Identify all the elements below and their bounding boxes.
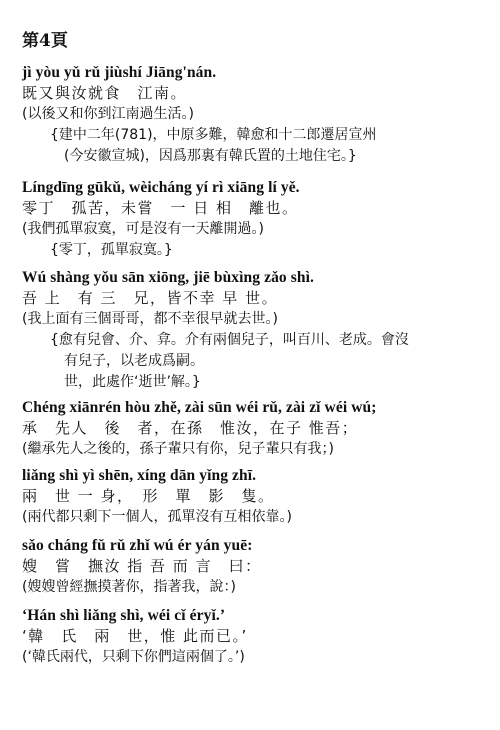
annotation-line: 世，此處作‘逝世’解。} (64, 374, 201, 390)
verse-block (22, 535, 490, 598)
verse-block (22, 397, 490, 460)
verse-block (22, 177, 490, 261)
page-label: 第4頁 (22, 31, 68, 51)
annotation-note (22, 330, 490, 393)
verse-block (22, 267, 490, 393)
chinese-line: 嫂 嘗 撫汝 指 吾 而 言 曰： (22, 557, 262, 575)
translation-line: (以後又和你到江南過生活。) (22, 106, 194, 122)
chinese-line: 吾 上 有 三 兄，皆不幸 早 世。 (22, 289, 279, 307)
translation-line: (‘韓氏兩代，只剩下你們這兩個了。’) (22, 649, 245, 665)
verse-block (22, 62, 490, 167)
translation-line: (嫂嫂曾經撫摸著你，指著我，說：) (22, 579, 236, 595)
translation-line: (我上面有三個哥哥，都不幸很早就去世。) (22, 311, 278, 327)
chinese-line: 兩 世 一 身， 形 單 影 隻。 (22, 487, 275, 505)
verse-block (22, 605, 490, 668)
annotation-line: {建中二年(781)，中原多難，韓愈和十二郎遷居宣州 (50, 127, 377, 143)
annotation-note (22, 240, 490, 261)
pinyin-line: sǎo cháng fǔ rǔ zhǐ wú ér yán yuē: (22, 537, 253, 554)
annotation-note (22, 125, 490, 167)
pinyin-line: ‘Hán shì liǎng shì, wéi cǐ éryǐ.’ (22, 607, 226, 624)
chinese-line: 零丁 孤苦，未嘗 一 日 相 離也。 (22, 199, 299, 217)
annotation-line: {零丁，孤單寂寞。} (50, 242, 173, 258)
annotation-line: 有兒子，以老成爲嗣。 (64, 353, 204, 369)
translation-line: (兩代都只剩下一個人，孤單沒有互相依靠。) (22, 509, 292, 525)
pinyin-line: Língdīng gūkǔ, wèicháng yí rì xiāng lí yě. (22, 179, 300, 196)
translation-line: (我們孤單寂寞，可是沒有一天離開過。) (22, 221, 264, 237)
annotation-line: (今安徽宣城)，因爲那裏有韓氏置的土地住宅。} (64, 148, 357, 164)
annotation-line: {愈有兒會、介、弇。介有兩個兒子，叫百川、老成。會沒 (50, 332, 409, 348)
pinyin-line: Wú shàng yǒu sān xiōng, jiē bùxìng zǎo shì. (22, 269, 314, 286)
pinyin-line: jì yòu yǔ rǔ jiùshí Jiāng'nán. (22, 64, 217, 81)
chinese-line: ‘韓 氏 兩 世，惟 此而已。’ (22, 627, 248, 645)
chinese-line: 承 先人 後 者，在孫 惟汝，在子 惟吾； (22, 419, 359, 437)
verse-block (22, 465, 490, 528)
pinyin-line: Chéng xiānrén hòu zhě, zài sūn wéi rǔ, zài zǐ wéi wú; (22, 399, 377, 416)
chinese-line: 既又與汝就食 江南。 (22, 84, 188, 102)
translation-line: (繼承先人之後的，孫子輩只有你，兒子輩只有我；) (22, 441, 334, 457)
pinyin-line: liǎng shì yì shēn, xíng dān yǐng zhī. (22, 467, 257, 484)
